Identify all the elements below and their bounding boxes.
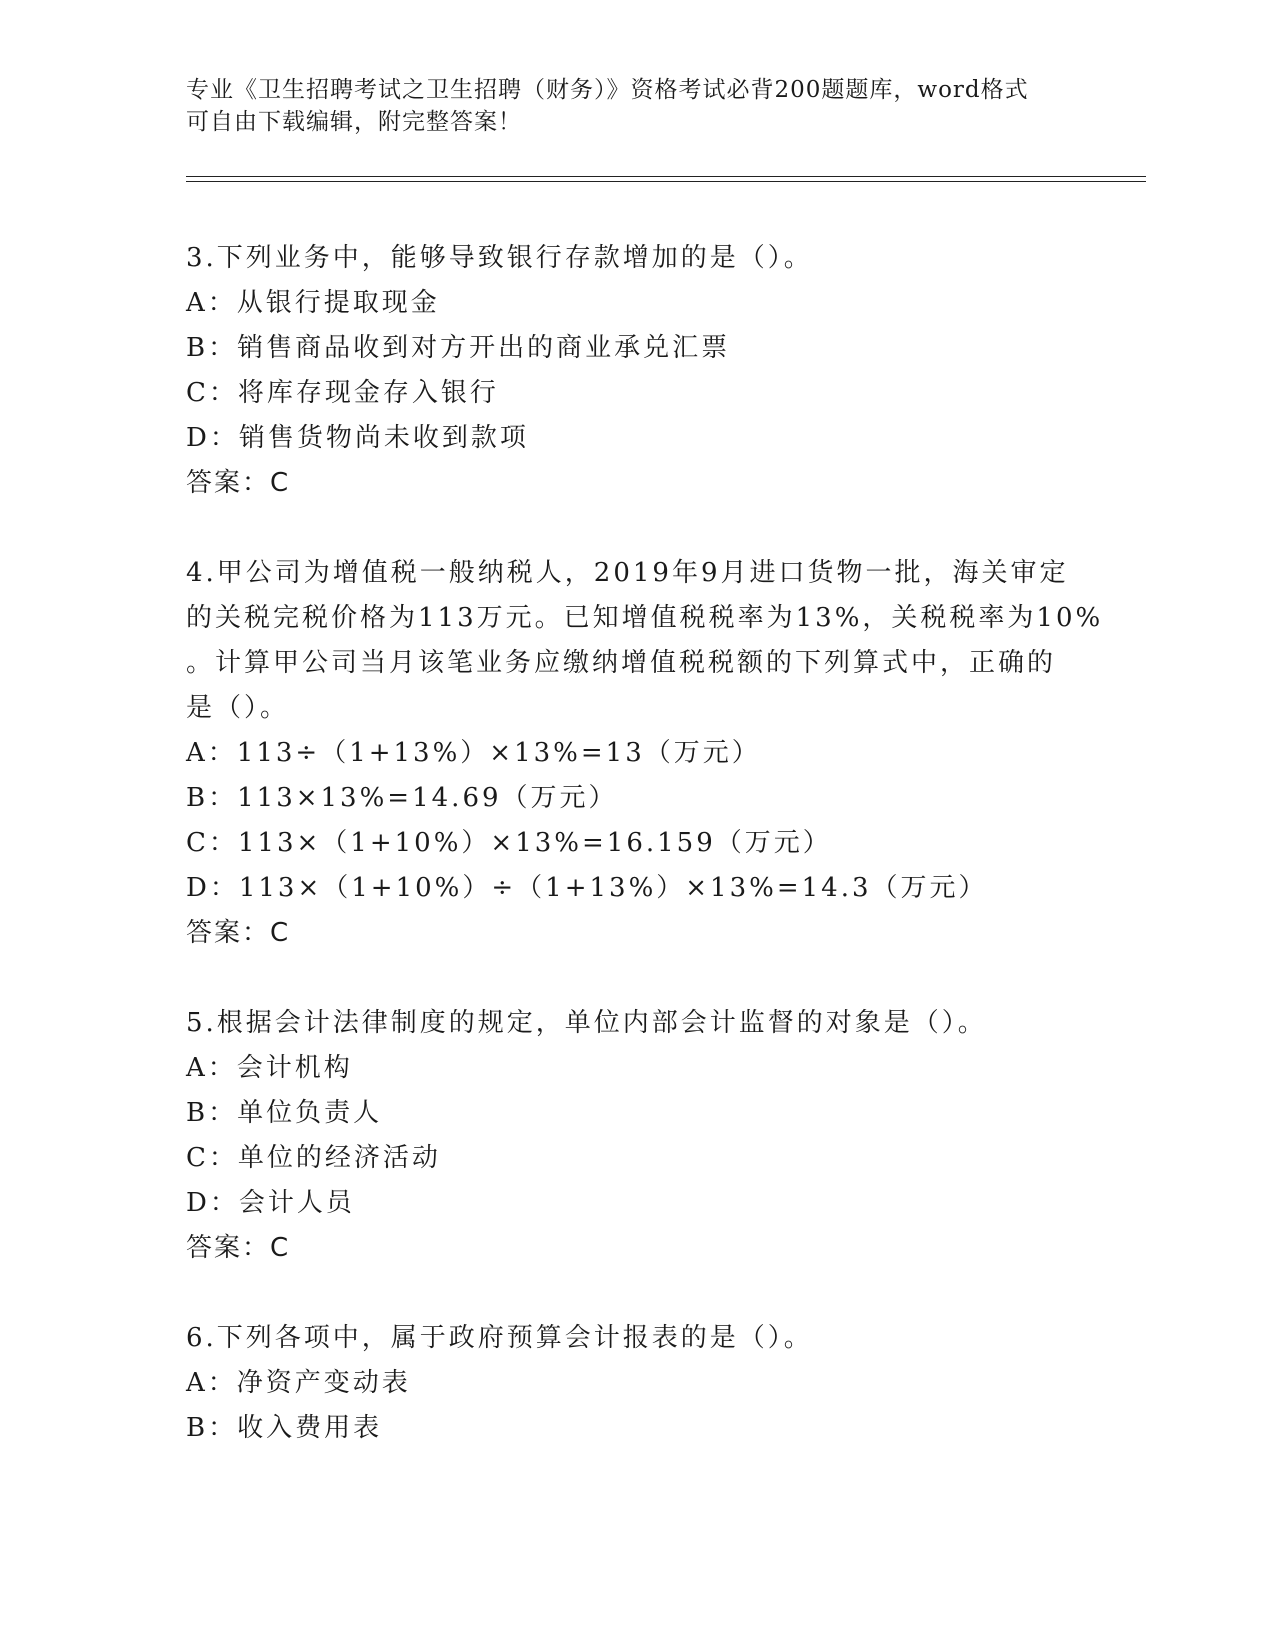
header-line-1: 专业《卫生招聘考试之卫生招聘（财务）》资格考试必背200题题库，word格式 (186, 77, 1029, 103)
answer-option: B：113×13%=14.69（万元） (186, 783, 618, 813)
header-divider-top (186, 176, 1146, 177)
answer-option: D：销售货物尚未收到款项 (186, 423, 529, 453)
question-stem-line: 5.根据会计法律制度的规定，单位内部会计监督的对象是（）。 (186, 1008, 987, 1038)
answer-option: D：113×（1+10%）÷（1+13%）×13%=14.3（万元） (186, 873, 988, 903)
answer-option: C：113×（1+10%）×13%=16.159（万元） (186, 828, 832, 858)
question-stem-line: 是（）。 (186, 693, 290, 723)
question-block (186, 551, 1104, 956)
answer-option: C：将库存现金存入银行 (186, 378, 499, 408)
question-block (186, 1316, 1086, 1451)
answer-option: A：从银行提取现金 (186, 288, 440, 318)
answer-key: 答案：C (186, 1233, 291, 1263)
answer-key: 答案：C (186, 918, 291, 948)
question-stem-line: 。计算甲公司当月该笔业务应缴纳增值税税额的下列算式中，正确的 (186, 648, 1057, 678)
answer-option: C：单位的经济活动 (186, 1143, 441, 1173)
header-line-2: 可自由下载编辑，附完整答案！ (186, 109, 522, 135)
answer-option: A：净资产变动表 (186, 1368, 411, 1398)
answer-option: D：会计人员 (186, 1188, 355, 1218)
question-stem-line: 6.下列各项中，属于政府预算会计报表的是（）。 (186, 1323, 813, 1353)
question-stem-line: 4.甲公司为增值税一般纳税人，2019年9月进口货物一批，海关审定 (186, 558, 1069, 588)
answer-option: B：销售商品收到对方开出的商业承兑汇票 (186, 333, 731, 363)
answer-option: A：113÷（1+13%）×13%=13（万元） (186, 738, 761, 768)
question-block (186, 236, 1086, 506)
question-stem-line: 的关税完税价格为113万元。已知增值税税率为13%，关税税率为10% (186, 603, 1104, 633)
answer-key: 答案：C (186, 468, 291, 498)
answer-option: B：单位负责人 (186, 1098, 383, 1128)
question-list (186, 236, 1104, 1496)
question-block (186, 1001, 1086, 1271)
question-stem-line: 3.下列业务中，能够导致银行存款增加的是（）。 (186, 243, 813, 273)
answer-option: A：会计机构 (186, 1053, 353, 1083)
document-header (186, 74, 1066, 138)
header-divider-bottom (186, 181, 1146, 182)
answer-option: B：收入费用表 (186, 1413, 383, 1443)
